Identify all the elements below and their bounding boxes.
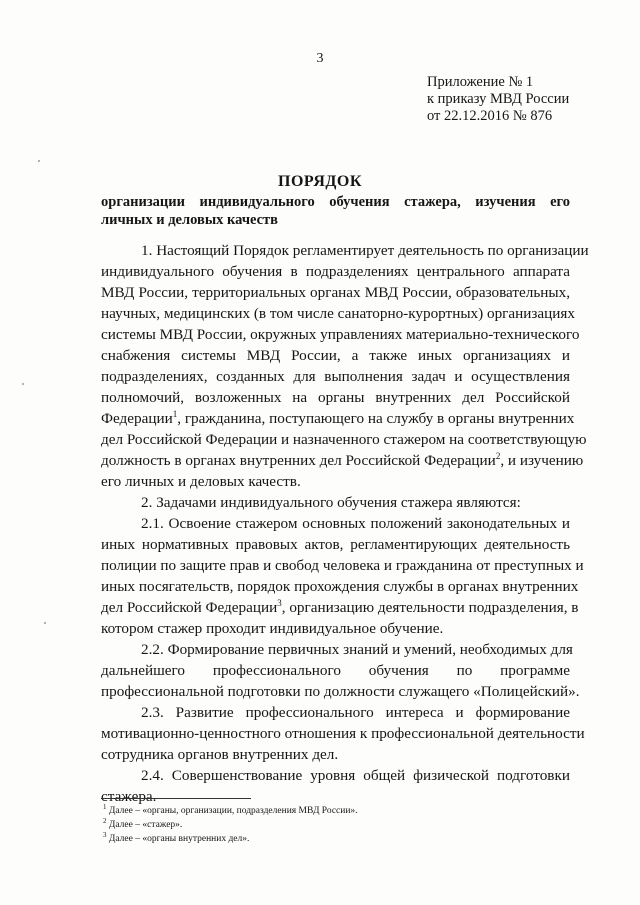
footnote-number: 1 (103, 802, 107, 811)
body-line: 2.2. Формирование первичных знаний и умений, необходимых для (141, 641, 573, 658)
body-line: сотрудника органов внутренних дел. (101, 746, 339, 763)
body-line: мотивационно-ценностного отношения к профессиональной деятельности (101, 725, 585, 742)
body-line: полномочий, возложенных на органы внутренних дел Российской (101, 389, 570, 406)
body-line: стажера. (101, 788, 157, 805)
body-line: его личных и деловых качеств. (101, 473, 301, 490)
footnote-divider (101, 798, 251, 799)
body-line: 1. Настоящий Порядок регламентирует деятельность по организации (141, 242, 589, 259)
body-line: системы МВД России, окружных управлениях материально-технического (101, 326, 580, 343)
footnote-ref: 2 (495, 450, 501, 461)
footnote-text: Далее – «органы, организации, подразделения МВД России». (108, 806, 358, 816)
body-line (101, 408, 575, 427)
body-text: , и изучению (500, 452, 584, 469)
body-text: , гражданина, поступающего на службу в органы внутренних (177, 410, 575, 427)
body-line: МВД России, территориальных органах МВД России, образовательных, (101, 284, 570, 301)
body-line: научных, медицинских (в том числе санаторно-курортных) организациях (101, 305, 575, 322)
body-text: дел Российской Федерации (101, 599, 278, 616)
body-line: профессиональной подготовки по должности служащего «Полицейский». (101, 683, 580, 700)
footnote (103, 816, 183, 831)
body-line: 2.4. Совершенствование уровня общей физической подготовки (141, 767, 570, 784)
body-line: иных посягательств, порядок прохождения службы в органах внутренних (101, 578, 579, 595)
body-line: индивидуального обучения в подразделениях центрального аппарата (101, 263, 570, 280)
body-line: котором стажер проходит индивидуальное обучение. (101, 620, 444, 637)
body-text: Федерации (101, 410, 173, 427)
footnote-ref: 3 (277, 597, 282, 608)
footnote-number: 3 (103, 830, 107, 839)
body-line: подразделениях, созданных для выполнения задач и осуществления (101, 368, 570, 385)
document-title: ПОРЯДОК (278, 173, 362, 190)
document-subtitle (101, 193, 570, 229)
subtitle-line: личных и деловых качеств (101, 212, 279, 228)
footnote (103, 802, 358, 817)
appendix-block (427, 74, 569, 125)
footnote-text: Далее – «органы внутренних дел». (108, 834, 250, 844)
body-line (101, 450, 584, 469)
body-line: полиции по защите прав и свобод человека и гражданина от преступных и (101, 557, 584, 574)
footnote-text: Далее – «стажер». (108, 820, 183, 830)
footnote (103, 830, 250, 845)
body-line (101, 597, 579, 616)
footnote-ref: 1 (172, 408, 178, 419)
body-line: снабжения системы МВД России, а также иных организациях и (101, 347, 570, 364)
subtitle-line: организации индивидуального обучения стажера, изучения его (101, 194, 570, 210)
appendix-line: от 22.12.2016 № 876 (427, 108, 553, 124)
body-line: 2. Задачами индивидуального обучения стажера являются: (141, 494, 521, 511)
body-line: дальнейшего профессионального обучения по программе (101, 662, 570, 679)
page-number: 3 (316, 51, 324, 66)
body-line: иных нормативных правовых актов, регламентирующих деятельность (101, 536, 570, 553)
body-line: дел Российской Федерации и назначенного стажером на соответствующую (101, 431, 587, 448)
scan-speck (22, 383, 24, 385)
appendix-line: к приказу МВД России (427, 91, 570, 107)
footnote-number: 2 (103, 816, 107, 825)
scan-speck (38, 160, 40, 162)
body-line: 2.3. Развитие профессионального интереса и формирование (141, 704, 570, 721)
appendix-line: Приложение № 1 (427, 74, 534, 90)
scan-speck (44, 622, 46, 624)
body-line: 2.1. Освоение стажером основных положений законодательных и (141, 515, 570, 532)
body-text: должность в органах внутренних дел Российской Федерации (101, 452, 496, 469)
body-text: , организацию деятельности подразделения, в (281, 599, 579, 616)
